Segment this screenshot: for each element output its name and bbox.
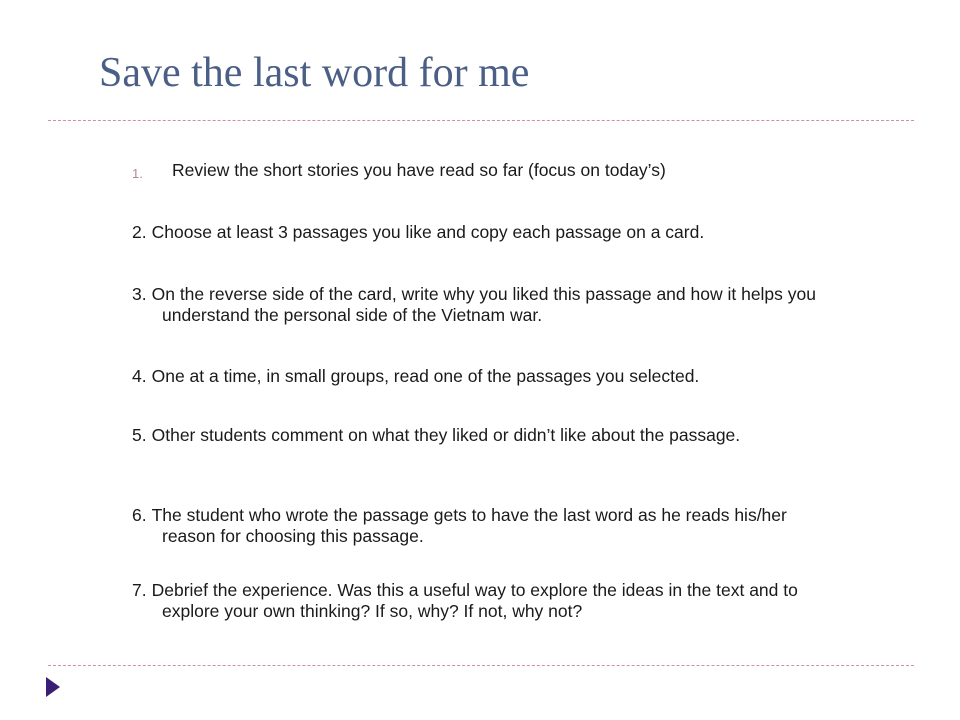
list-item-text: Review the short stories you have read so far (focus on today’s) xyxy=(172,160,666,180)
list-item xyxy=(132,222,832,243)
list-item-number: 4. xyxy=(132,366,147,386)
list-item-number: 1. xyxy=(132,166,143,181)
list-item-text: Other students comment on what they liked or didn’t like about the passage. xyxy=(151,425,741,445)
list-item xyxy=(132,580,832,622)
title-divider xyxy=(48,120,914,121)
list-item xyxy=(132,505,832,547)
list-item-number: 6. xyxy=(132,505,147,525)
list-item-text: One at a time, in small groups, read one of the passages you selected. xyxy=(151,366,700,386)
list-item xyxy=(132,425,832,446)
list-item-number: 5. xyxy=(132,425,147,445)
list-item-text: On the reverse side of the card, write why you liked this passage and how it helps you understand the personal side of the Vietnam war. xyxy=(151,284,816,325)
list-item-text: Choose at least 3 passages you like and copy each passage on a card. xyxy=(151,222,705,242)
slide-title: Save the last word for me xyxy=(99,50,530,96)
list-item-text: Debrief the experience. Was this a useful way to explore the ideas in the text and to explore your own thinking? If so, why? If not, why not? xyxy=(151,580,798,621)
list-item-number: 2. xyxy=(132,222,147,242)
footer-divider xyxy=(48,665,914,666)
list-item-number: 3. xyxy=(132,284,147,304)
play-arrow-icon xyxy=(46,677,60,697)
list-item xyxy=(132,160,832,181)
list-item xyxy=(132,366,832,387)
list-item-text: The student who wrote the passage gets to have the last word as he reads his/her reason for choosing this passage. xyxy=(151,505,787,546)
list-item xyxy=(132,284,832,326)
list-item-number: 7. xyxy=(132,580,147,600)
